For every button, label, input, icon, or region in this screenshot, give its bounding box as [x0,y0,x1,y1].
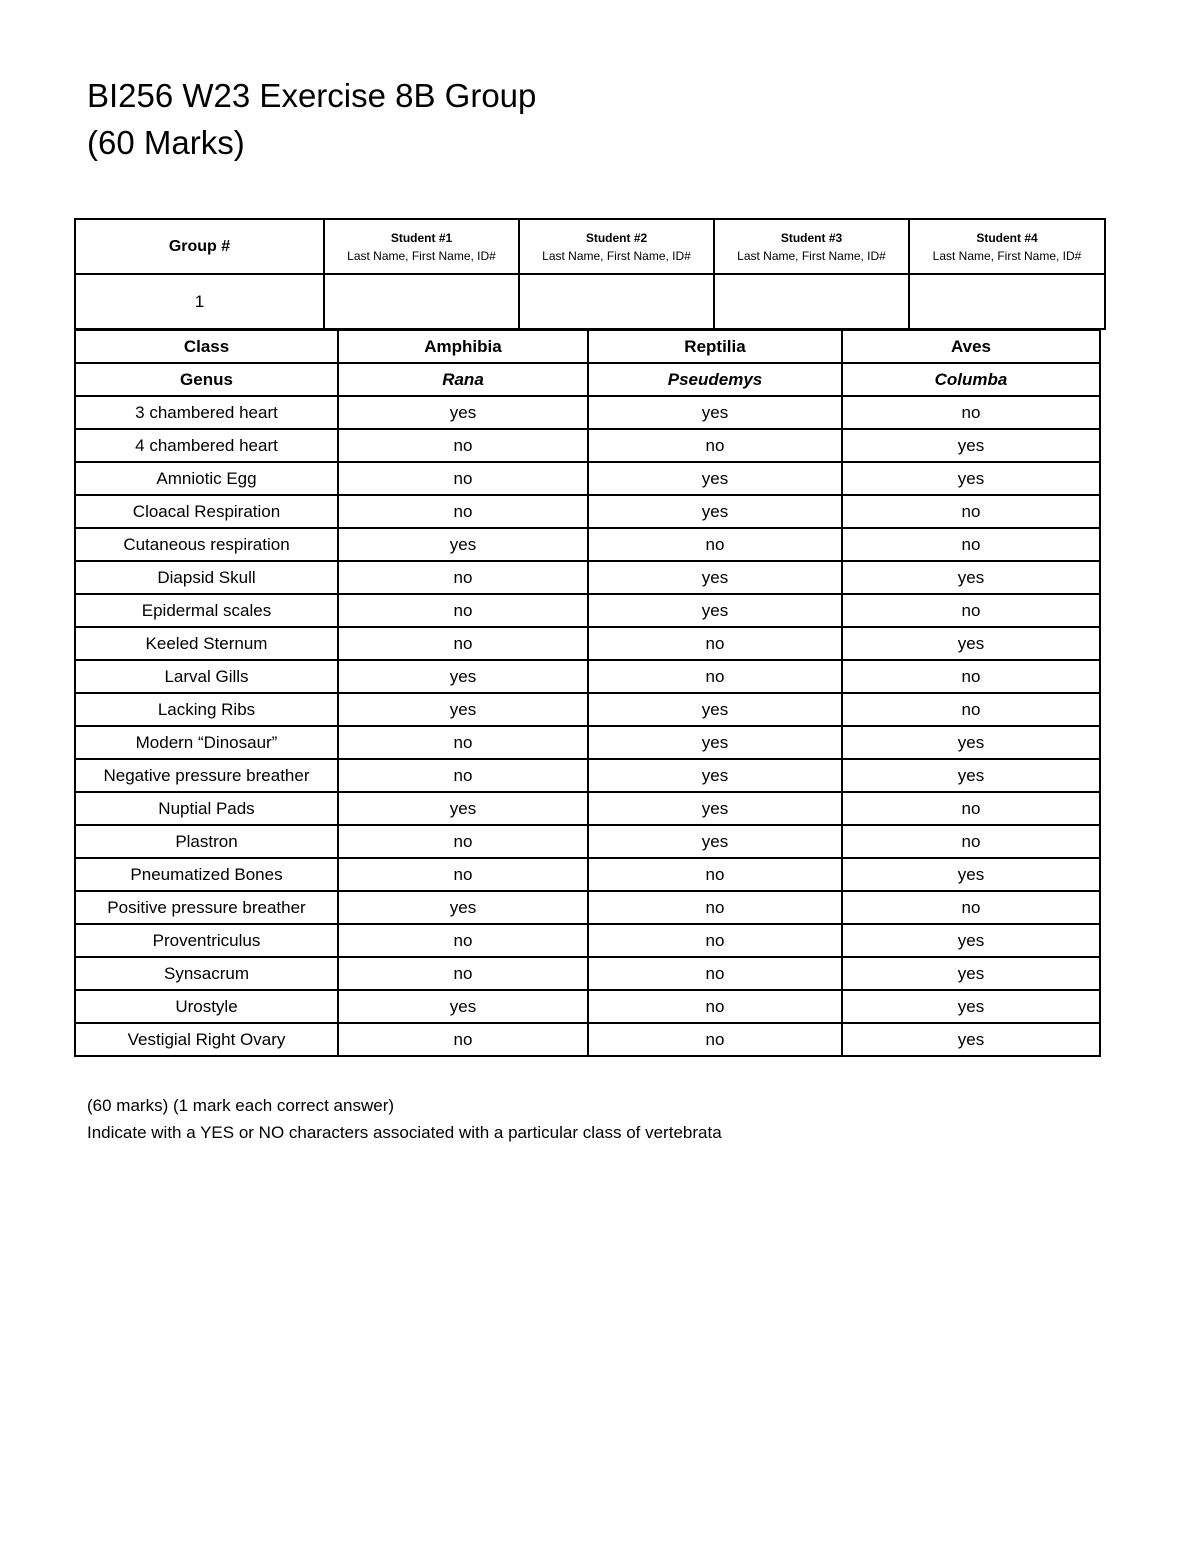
title-line-2: (60 Marks) [87,124,245,161]
class-amphibia: Amphibia [338,331,588,364]
answer-cell[interactable]: no [338,627,588,660]
character-name: Urostyle [75,990,338,1023]
character-row [75,825,1100,858]
answer-cell[interactable]: no [338,825,588,858]
student-4-number: Student #4 [976,230,1038,245]
character-row [75,726,1100,759]
answer-cell[interactable]: yes [588,462,842,495]
character-row [75,693,1100,726]
answer-cell[interactable]: no [338,726,588,759]
character-row [75,429,1100,462]
character-name: Pneumatized Bones [75,858,338,891]
answer-cell[interactable]: no [842,396,1100,429]
answer-cell[interactable]: yes [842,561,1100,594]
student-3-number: Student #3 [780,230,843,245]
answer-cell[interactable]: yes [842,957,1100,990]
character-row [75,594,1100,627]
student-1-number: Student #1 [390,230,453,245]
character-name: Positive pressure breather [75,891,338,924]
answer-cell[interactable]: no [588,924,842,957]
answer-cell[interactable]: no [842,495,1100,528]
answer-cell[interactable]: no [588,528,842,561]
class-aves: Aves [842,331,1100,364]
answer-cell[interactable]: yes [842,1023,1100,1056]
character-name: Plastron [75,825,338,858]
student-3-subtitle: Last Name, First Name, ID# [737,248,886,263]
answer-cell[interactable]: yes [588,495,842,528]
answer-cell[interactable]: no [588,990,842,1023]
student-3-entry-cell[interactable] [714,274,909,329]
answer-cell[interactable]: no [338,462,588,495]
answer-cell[interactable]: no [588,891,842,924]
genus-rana: Rana [338,363,588,396]
character-name: Larval Gills [75,660,338,693]
answer-cell[interactable]: no [338,429,588,462]
answer-cell[interactable]: no [588,627,842,660]
character-name: 3 chambered heart [75,396,338,429]
answer-cell[interactable]: yes [588,825,842,858]
class-label: Class [75,331,338,364]
answer-cell[interactable]: yes [588,759,842,792]
character-row [75,495,1100,528]
character-name: Cloacal Respiration [75,495,338,528]
character-name: 4 chambered heart [75,429,338,462]
group-header-row [75,219,1105,274]
character-table [74,330,1101,1057]
character-row [75,957,1100,990]
title-line-1: BI256 W23 Exercise 8B Group [87,77,537,114]
student-2-header [519,219,714,274]
answer-cell[interactable]: yes [842,759,1100,792]
answer-cell[interactable]: yes [842,858,1100,891]
character-row [75,1023,1100,1056]
character-name: Lacking Ribs [75,693,338,726]
answer-cell[interactable]: yes [588,561,842,594]
answer-cell[interactable]: yes [842,429,1100,462]
answer-cell[interactable]: no [338,594,588,627]
character-row [75,627,1100,660]
answer-cell[interactable]: no [842,528,1100,561]
character-name: Keeled Sternum [75,627,338,660]
answer-cell[interactable]: no [338,1023,588,1056]
class-header-row [75,331,1100,364]
answer-cell[interactable]: no [842,891,1100,924]
instructions [87,1092,722,1146]
student-4-header [909,219,1105,274]
answer-cell[interactable]: yes [588,792,842,825]
student-1-header [324,219,519,274]
answer-cell[interactable]: yes [588,396,842,429]
answer-cell[interactable]: yes [588,693,842,726]
student-4-subtitle: Last Name, First Name, ID# [932,248,1082,263]
student-3-header [714,219,909,274]
answer-cell[interactable]: no [842,693,1100,726]
answer-cell[interactable]: no [338,759,588,792]
answer-cell[interactable]: yes [338,396,588,429]
answer-cell[interactable]: yes [338,891,588,924]
group-student-table [74,218,1106,330]
genus-columba: Columba [842,363,1100,396]
answer-cell[interactable]: yes [842,924,1100,957]
answer-cell[interactable]: no [842,660,1100,693]
answer-cell[interactable]: no [842,825,1100,858]
answer-cell[interactable]: no [338,858,588,891]
answer-cell[interactable]: yes [338,528,588,561]
character-row [75,462,1100,495]
answer-cell[interactable]: no [588,429,842,462]
character-row [75,759,1100,792]
character-name: Modern “Dinosaur” [75,726,338,759]
answer-cell[interactable]: yes [338,792,588,825]
character-name: Cutaneous respiration [75,528,338,561]
student-2-subtitle: Last Name, First Name, ID# [542,248,691,263]
character-row [75,924,1100,957]
answer-cell[interactable]: no [588,957,842,990]
genus-pseudemys: Pseudemys [588,363,842,396]
student-1-subtitle: Last Name, First Name, ID# [347,248,496,263]
character-row [75,528,1100,561]
answer-cell[interactable]: yes [338,990,588,1023]
character-name: Synsacrum [75,957,338,990]
answer-cell[interactable]: no [338,495,588,528]
answer-cell[interactable]: no [338,957,588,990]
answer-cell[interactable]: no [338,924,588,957]
character-name: Negative pressure breather [75,759,338,792]
character-name: Nuptial Pads [75,792,338,825]
student-2-number: Student #2 [585,230,648,245]
character-row [75,792,1100,825]
answer-cell[interactable]: yes [842,726,1100,759]
answer-cell[interactable]: yes [588,594,842,627]
answer-cell[interactable]: no [588,858,842,891]
answer-cell[interactable]: yes [338,660,588,693]
character-row [75,858,1100,891]
marks-note: (60 marks) (1 mark each correct answer) [87,1096,395,1115]
answer-cell[interactable]: no [338,561,588,594]
character-row [75,990,1100,1023]
class-reptilia: Reptilia [588,331,842,364]
genus-label: Genus [75,363,338,396]
answer-cell[interactable]: yes [842,627,1100,660]
answer-cell[interactable]: no [588,660,842,693]
answer-cell[interactable]: yes [588,726,842,759]
answer-cell[interactable]: no [842,594,1100,627]
character-row [75,660,1100,693]
answer-cell[interactable]: no [588,1023,842,1056]
group-number-label: Group # [75,219,324,274]
character-name: Proventriculus [75,924,338,957]
answer-cell[interactable]: no [842,792,1100,825]
answer-cell[interactable]: yes [842,990,1100,1023]
answer-cell[interactable]: yes [338,693,588,726]
genus-header-row [75,363,1100,396]
character-name: Amniotic Egg [75,462,338,495]
group-value-row [75,274,1105,329]
document-title [87,72,536,166]
group-number-value: 1 [75,274,324,329]
answer-cell[interactable]: yes [842,462,1100,495]
character-row [75,891,1100,924]
student-4-entry-cell[interactable] [909,274,1105,329]
character-name: Vestigial Right Ovary [75,1023,338,1056]
character-name: Diapsid Skull [75,561,338,594]
student-2-entry-cell[interactable] [519,274,714,329]
student-1-entry-cell[interactable] [324,274,519,329]
character-row [75,396,1100,429]
character-name: Epidermal scales [75,594,338,627]
character-row [75,561,1100,594]
instruction-note: Indicate with a YES or NO characters associated with a particular class of vertebrata [87,1123,722,1142]
